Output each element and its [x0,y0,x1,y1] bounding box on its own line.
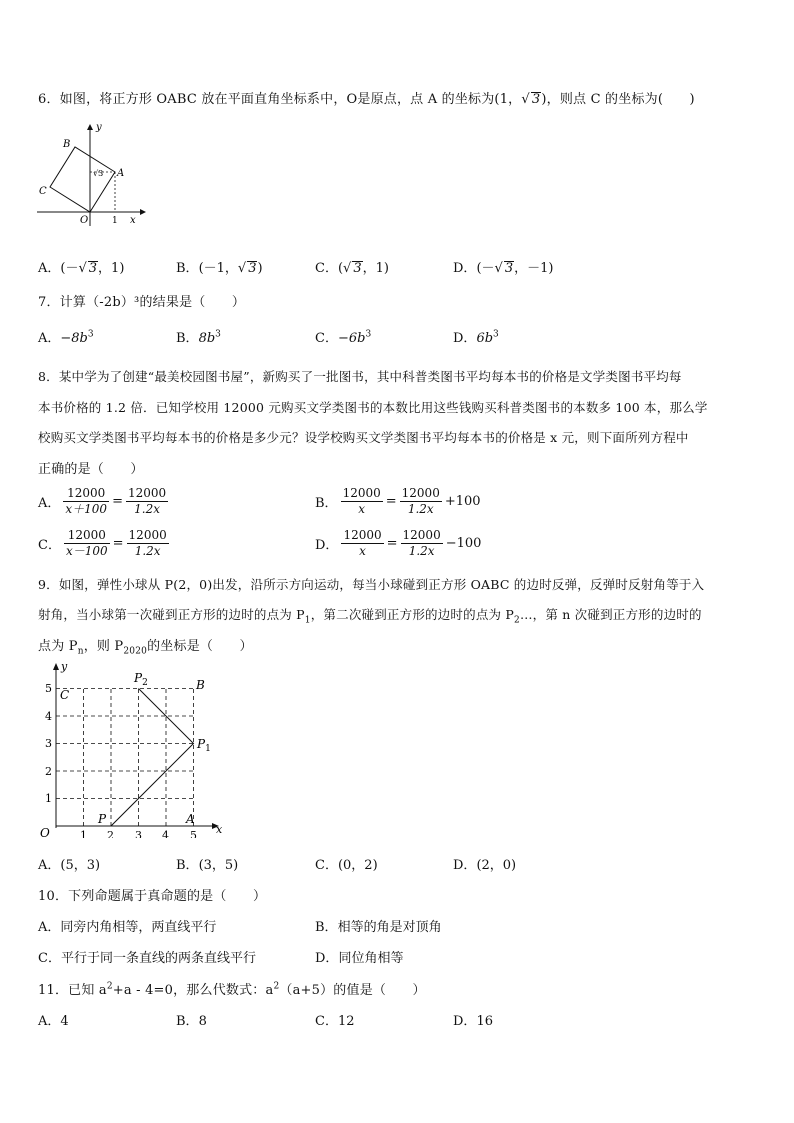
q8-option-b[interactable]: B． $\frac{12000}{x}$ = $\frac{12000}{1.2x}$ +100 [315,486,481,516]
q8-stem-line-3: 校购买文学类图书平均每本书的价格是多少元？设学校购买文学类图书平均每本书的价格是 x 元，则下面所列方程中 [38,430,689,445]
q10-stem: 10．下列命题属于真命题的是（ ） [38,889,267,904]
q9-ytick-2: 2 [45,765,52,778]
q7-option-d[interactable]: D．$6b^3$ [453,329,499,346]
q9-label-c: C [60,688,70,702]
q9-label-p: P [98,812,107,826]
q9-xtick-5: 5 [190,829,197,838]
q9-option-b[interactable]: B．(3，5) [176,858,239,873]
q6-square-oabc [50,147,115,212]
q9-label-a: A [186,812,195,826]
q9-label-y: y [61,660,68,673]
q9-figure [36,658,236,838]
q8-stem-line-2: 本书价格的 1.2 倍．已知学校用 12000 元购买文学类图书的本数比用这些钱购买科普类图书的本数多 100 本，那么学 [38,400,708,415]
q11-option-d[interactable]: D．16 [453,1014,493,1029]
q7-option-b[interactable]: B．$8b^3$ [176,329,221,346]
q9-label-b: B [196,678,205,692]
q6-label-x: x [130,215,136,226]
q11-stem: 11．已知 $a^2+a - 4=0$，那么代数式：$a^2(a+5)$的值是（ ） [38,981,426,998]
q6-option-d[interactable]: D．(－√ 3，－1) [453,261,554,276]
q9-option-a[interactable]: A．(5，3) [38,858,101,873]
q9-xtick-3: 3 [135,829,142,838]
q7-stem: 7．计算（-2b）³的结果是（ ） [38,295,246,310]
q6-y-arrow-icon [87,124,93,130]
q6-label-c: C [39,186,47,197]
q9-label-o: O [40,826,50,838]
q9-label-p2: $P_2$ [134,671,148,688]
q6-label-a: A [117,168,125,179]
q8-option-a[interactable]: A． $\frac{12000}{x+100}$ = $\frac{12000}{1.2x}$ [38,486,167,516]
q9-stem-line-2: 射角，当小球第一次碰到正方形的边时的点为 $P_1$，第二次碰到正方形的边时的点为 $P_2\dots$，第 n 次碰到正方形的边时的 [38,607,702,626]
q9-xtick-4: 4 [162,829,169,838]
q8-a-frac-left: $\frac{12000}{x+100}$ [65,486,108,516]
q10-option-a[interactable]: A．同旁内角相等，两直线平行 [38,920,217,935]
q10-option-d[interactable]: D．同位角相等 [315,951,404,966]
q6-option-a[interactable]: A．(－√ 3，1) [38,261,125,276]
q9-ytick-1: 1 [45,792,52,805]
q6-label-o: O [80,215,89,226]
q8-b-frac-right: $\frac{12000}{1.2x}$ [401,486,440,516]
q6-x-arrow-icon [140,209,146,215]
q9-label-x: x [216,823,223,836]
q9-stem-line-3: 点为 $P_n$，则 $P_{2020}$的坐标是（ ） [38,639,253,657]
q8-d-frac-right: $\frac{12000}{1.2x}$ [402,528,441,558]
q9-grid [56,689,194,827]
q8-b-frac-left: $\frac{12000}{x}$ [342,486,381,516]
q10-option-b[interactable]: B．相等的角是对顶角 [315,920,442,935]
q8-option-c[interactable]: C． $\frac{12000}{x-100}$ = $\frac{12000}{1.2x}$ [38,528,167,558]
q6-label-b: B [63,139,71,150]
q6-option-c[interactable]: C．(√ 3，1) [315,261,389,276]
q9-option-d[interactable]: D．(2，0) [453,858,517,873]
q6-label-root3: √3 [93,169,104,178]
q9-xtick-1: 1 [80,829,87,838]
q9-label-p1: $P_1$ [197,737,211,754]
q6-figure [32,122,152,230]
q7-option-c[interactable]: C．$-6b^3$ [315,329,372,346]
q9-ytick-3: 3 [45,737,52,750]
q6-label-y: y [96,122,102,133]
q9-xtick-2: 2 [107,829,114,838]
q6-label-one: 1 [112,216,118,226]
q8-d-frac-left: $\frac{12000}{x}$ [343,528,382,558]
q7-option-a[interactable]: A．$-8b^3$ [38,329,94,346]
q10-option-c[interactable]: C．平行于同一条直线的两条直线平行 [38,951,256,966]
q8-a-frac-right: $\frac{12000}{1.2x}$ [127,486,167,516]
q9-ball-path [111,689,194,827]
q9-ytick-4: 4 [45,710,52,723]
q9-option-c[interactable]: C．(0，2) [315,858,378,873]
q6-option-b[interactable]: B．(－1，√ 3) [176,261,263,276]
q11-option-c[interactable]: C．12 [315,1014,355,1029]
q11-option-b[interactable]: B．8 [176,1014,207,1029]
q8-c-frac-left: $\frac{12000}{x-100}$ [65,528,108,558]
q8-stem-line-1: 8．某中学为了创建“最美校园图书屋”，新购买了一批图书，其中科普类图书平均每本书的价格是文学类图书平均每 [38,369,682,384]
q9-stem-line-1: 9．如图，弹性小球从 P(2，0)出发，沿所示方向运动，每当小球碰到正方形 OABC 的边时反弹，反弹时反射角等于入 [38,577,705,592]
q8-stem-line-4: 正确的是（ ） [38,462,144,477]
q8-option-d[interactable]: D． $\frac{12000}{x}$ = $\frac{12000}{1.2x}$ −100 [315,528,482,558]
q6-stem: 6．如图，将正方形 OABC 放在平面直角坐标系中，O是原点，点 A 的坐标为(1，√ 3)，则点 C 的坐标为( ) [38,92,695,107]
q8-c-frac-right: $\frac{12000}{1.2x}$ [128,528,167,558]
q9-ytick-5: 5 [45,682,52,695]
q9-y-arrow-icon [53,663,59,670]
q11-option-a[interactable]: A．4 [38,1014,69,1029]
